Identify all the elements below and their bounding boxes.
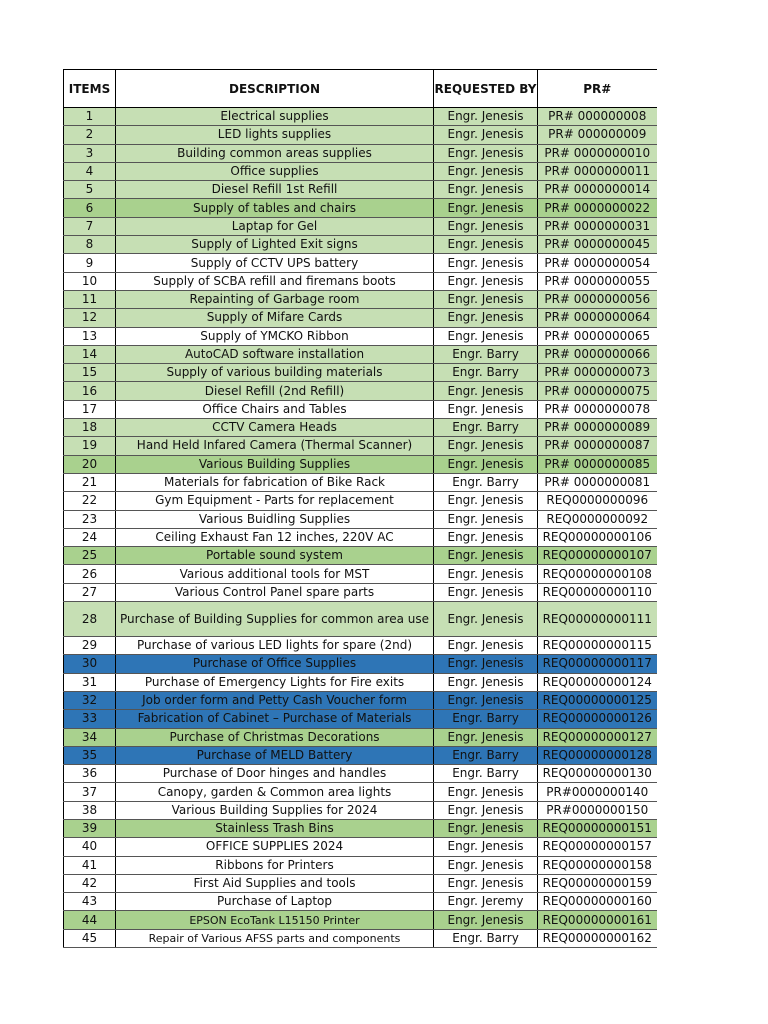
requested-by-cell[interactable]: Engr. Barry: [434, 929, 538, 947]
item-cell[interactable]: 4: [64, 162, 116, 180]
requested-by-cell[interactable]: Engr. Barry: [434, 710, 538, 728]
item-cell[interactable]: 42: [64, 874, 116, 892]
table-row: [64, 162, 657, 180]
table-row: [64, 602, 657, 637]
pr-number-cell[interactable]: PR# 0000000089: [538, 419, 657, 437]
description-cell[interactable]: Purchase of Office Supplies: [116, 655, 434, 673]
description-cell[interactable]: Building common areas supplies: [116, 144, 434, 162]
table-row: [64, 565, 657, 583]
item-cell[interactable]: 22: [64, 492, 116, 510]
requested-by-cell[interactable]: Engr. Jenesis: [434, 108, 538, 126]
requested-by-cell[interactable]: Engr. Jenesis: [434, 856, 538, 874]
item-cell[interactable]: 21: [64, 473, 116, 491]
table-row: [64, 819, 657, 837]
table-row: [64, 400, 657, 418]
requested-by-cell[interactable]: Engr. Jenesis: [434, 382, 538, 400]
description-cell[interactable]: Various additional tools for MST: [116, 565, 434, 583]
table-row: [64, 236, 657, 254]
requested-by-cell[interactable]: Engr. Jenesis: [434, 327, 538, 345]
table-row: [64, 673, 657, 691]
item-cell[interactable]: 17: [64, 400, 116, 418]
table-row: [64, 254, 657, 272]
pr-number-cell[interactable]: PR# 0000000011: [538, 162, 657, 180]
pr-number-cell[interactable]: REQ00000000125: [538, 691, 657, 709]
item-cell[interactable]: 29: [64, 637, 116, 655]
table-row: [64, 893, 657, 911]
pr-number-cell[interactable]: PR#0000000150: [538, 801, 657, 819]
table-row: [64, 765, 657, 783]
table-row: [64, 382, 657, 400]
table-row: [64, 783, 657, 801]
pr-number-cell[interactable]: REQ0000000096: [538, 492, 657, 510]
requested-by-cell[interactable]: Engr. Jenesis: [434, 911, 538, 929]
requested-by-cell[interactable]: Engr. Jenesis: [434, 162, 538, 180]
item-cell[interactable]: 5: [64, 181, 116, 199]
pr-number-cell[interactable]: REQ00000000111: [538, 602, 657, 637]
table-row: [64, 583, 657, 601]
pr-number-cell[interactable]: REQ00000000158: [538, 856, 657, 874]
table-row: [64, 199, 657, 217]
table-row: [64, 911, 657, 929]
requested-by-cell[interactable]: Engr. Jenesis: [434, 691, 538, 709]
description-cell[interactable]: Supply of Mifare Cards: [116, 309, 434, 327]
pr-number-cell[interactable]: PR# 0000000078: [538, 400, 657, 418]
description-cell[interactable]: Supply of Lighted Exit signs: [116, 236, 434, 254]
table-row: [64, 874, 657, 892]
item-cell[interactable]: 34: [64, 728, 116, 746]
requested-by-cell[interactable]: Engr. Jenesis: [434, 838, 538, 856]
requested-by-cell[interactable]: Engr. Barry: [434, 765, 538, 783]
pr-number-cell[interactable]: PR# 0000000065: [538, 327, 657, 345]
table-row: [64, 455, 657, 473]
item-cell[interactable]: 32: [64, 691, 116, 709]
pr-number-cell[interactable]: REQ00000000106: [538, 528, 657, 546]
description-cell[interactable]: Diesel Refill 1st Refill: [116, 181, 434, 199]
description-cell[interactable]: Ribbons for Printers: [116, 856, 434, 874]
requested-by-cell[interactable]: Engr. Jenesis: [434, 728, 538, 746]
item-cell[interactable]: 31: [64, 673, 116, 691]
pr-number-cell[interactable]: PR# 000000009: [538, 126, 657, 144]
description-cell[interactable]: Various Control Panel spare parts: [116, 583, 434, 601]
requested-by-cell[interactable]: Engr. Jenesis: [434, 400, 538, 418]
item-cell[interactable]: 28: [64, 602, 116, 637]
pr-number-cell[interactable]: REQ00000000107: [538, 547, 657, 565]
item-cell[interactable]: 45: [64, 929, 116, 947]
requested-by-cell[interactable]: Engr. Jenesis: [434, 236, 538, 254]
pr-number-cell[interactable]: PR# 0000000085: [538, 455, 657, 473]
item-cell[interactable]: 43: [64, 893, 116, 911]
requested-by-cell[interactable]: Engr. Jenesis: [434, 547, 538, 565]
description-cell[interactable]: Fabrication of Cabinet – Purchase of Materials: [116, 710, 434, 728]
item-cell[interactable]: 30: [64, 655, 116, 673]
item-cell[interactable]: 11: [64, 290, 116, 308]
pr-number-cell[interactable]: REQ0000000092: [538, 510, 657, 528]
pr-number-cell[interactable]: REQ00000000128: [538, 746, 657, 764]
pr-number-cell[interactable]: REQ00000000124: [538, 673, 657, 691]
description-cell[interactable]: Repair of Various AFSS parts and components: [116, 929, 434, 947]
requested-by-cell[interactable]: Engr. Jenesis: [434, 583, 538, 601]
item-cell[interactable]: 44: [64, 911, 116, 929]
description-cell[interactable]: Ceiling Exhaust Fan 12 inches, 220V AC: [116, 528, 434, 546]
requested-by-cell[interactable]: Engr. Jenesis: [434, 144, 538, 162]
description-cell[interactable]: Canopy, garden & Common area lights: [116, 783, 434, 801]
pr-number-cell[interactable]: PR# 0000000055: [538, 272, 657, 290]
requested-by-cell[interactable]: Engr. Jenesis: [434, 254, 538, 272]
description-cell[interactable]: Purchase of Building Supplies for common area use: [116, 602, 434, 637]
requested-by-cell[interactable]: Engr. Barry: [434, 419, 538, 437]
item-cell[interactable]: 18: [64, 419, 116, 437]
description-cell[interactable]: Purchase of MELD Battery: [116, 746, 434, 764]
item-cell[interactable]: 39: [64, 819, 116, 837]
item-cell[interactable]: 24: [64, 528, 116, 546]
requested-by-cell[interactable]: Engr. Jenesis: [434, 199, 538, 217]
description-cell[interactable]: Purchase of Emergency Lights for Fire exits: [116, 673, 434, 691]
header-items[interactable]: ITEMS: [64, 70, 116, 108]
description-cell[interactable]: OFFICE SUPPLIES 2024: [116, 838, 434, 856]
description-cell[interactable]: Supply of CCTV UPS battery: [116, 254, 434, 272]
pr-number-cell[interactable]: REQ00000000151: [538, 819, 657, 837]
item-cell[interactable]: 20: [64, 455, 116, 473]
table-row: [64, 655, 657, 673]
requested-by-cell[interactable]: Engr. Jenesis: [434, 437, 538, 455]
table-row: [64, 364, 657, 382]
requested-by-cell[interactable]: Engr. Jenesis: [434, 309, 538, 327]
table-row: [64, 290, 657, 308]
pr-number-cell[interactable]: PR# 0000000066: [538, 345, 657, 363]
item-cell[interactable]: 9: [64, 254, 116, 272]
description-cell[interactable]: Materials for fabrication of Bike Rack: [116, 473, 434, 491]
description-cell[interactable]: Office supplies: [116, 162, 434, 180]
pr-number-cell[interactable]: REQ00000000161: [538, 911, 657, 929]
requested-by-cell[interactable]: Engr. Jenesis: [434, 637, 538, 655]
pr-number-cell[interactable]: PR# 0000000073: [538, 364, 657, 382]
description-cell[interactable]: AutoCAD software installation: [116, 345, 434, 363]
pr-number-cell[interactable]: PR# 0000000075: [538, 382, 657, 400]
description-cell[interactable]: Supply of various building materials: [116, 364, 434, 382]
description-cell[interactable]: Office Chairs and Tables: [116, 400, 434, 418]
item-cell[interactable]: 8: [64, 236, 116, 254]
item-cell[interactable]: 33: [64, 710, 116, 728]
table-row: [64, 327, 657, 345]
header-row: [64, 70, 657, 108]
table-row: [64, 126, 657, 144]
pr-number-cell[interactable]: REQ00000000162: [538, 929, 657, 947]
item-cell[interactable]: 14: [64, 345, 116, 363]
pr-number-cell[interactable]: REQ00000000110: [538, 583, 657, 601]
pr-number-cell[interactable]: PR# 0000000087: [538, 437, 657, 455]
table-row: [64, 801, 657, 819]
table-row: [64, 528, 657, 546]
item-cell[interactable]: 37: [64, 783, 116, 801]
requested-by-cell[interactable]: Engr. Jenesis: [434, 819, 538, 837]
table-row: [64, 419, 657, 437]
requested-by-cell[interactable]: Engr. Jeremy: [434, 893, 538, 911]
requested-by-cell[interactable]: Engr. Jenesis: [434, 602, 538, 637]
pr-number-cell[interactable]: PR# 0000000010: [538, 144, 657, 162]
description-cell[interactable]: Portable sound system: [116, 547, 434, 565]
spreadsheet: [63, 69, 656, 948]
item-cell[interactable]: 15: [64, 364, 116, 382]
table-row: [64, 108, 657, 126]
description-cell[interactable]: Repainting of Garbage room: [116, 290, 434, 308]
table-row: [64, 492, 657, 510]
pr-number-cell[interactable]: REQ00000000117: [538, 655, 657, 673]
table-row: [64, 309, 657, 327]
description-cell[interactable]: Various Building Supplies: [116, 455, 434, 473]
table-row: [64, 856, 657, 874]
table-body: [64, 108, 657, 948]
requested-by-cell[interactable]: Engr. Barry: [434, 473, 538, 491]
description-cell[interactable]: Diesel Refill (2nd Refill): [116, 382, 434, 400]
description-cell[interactable]: Supply of SCBA refill and firemans boots: [116, 272, 434, 290]
pr-number-cell[interactable]: REQ00000000159: [538, 874, 657, 892]
requested-by-cell[interactable]: Engr. Jenesis: [434, 290, 538, 308]
pr-number-cell[interactable]: REQ00000000127: [538, 728, 657, 746]
table-row: [64, 217, 657, 235]
table-row: [64, 181, 657, 199]
table-row: [64, 838, 657, 856]
item-cell[interactable]: 38: [64, 801, 116, 819]
header-requested-by[interactable]: REQUESTED BY: [434, 70, 538, 108]
pr-number-cell[interactable]: REQ00000000130: [538, 765, 657, 783]
description-cell[interactable]: Laptap for Gel: [116, 217, 434, 235]
description-cell[interactable]: Gym Equipment - Parts for replacement: [116, 492, 434, 510]
pr-number-cell[interactable]: REQ00000000126: [538, 710, 657, 728]
requested-by-cell[interactable]: Engr. Jenesis: [434, 528, 538, 546]
requested-by-cell[interactable]: Engr. Jenesis: [434, 272, 538, 290]
item-cell[interactable]: 12: [64, 309, 116, 327]
item-cell[interactable]: 26: [64, 565, 116, 583]
item-cell[interactable]: 6: [64, 199, 116, 217]
table-row: [64, 728, 657, 746]
requested-by-cell[interactable]: Engr. Barry: [434, 746, 538, 764]
item-cell[interactable]: 19: [64, 437, 116, 455]
pr-number-cell[interactable]: REQ00000000160: [538, 893, 657, 911]
requested-by-cell[interactable]: Engr. Barry: [434, 364, 538, 382]
requested-by-cell[interactable]: Engr. Jenesis: [434, 655, 538, 673]
item-cell[interactable]: 2: [64, 126, 116, 144]
requested-by-cell[interactable]: Engr. Jenesis: [434, 492, 538, 510]
item-cell[interactable]: 10: [64, 272, 116, 290]
header-pr[interactable]: PR#: [538, 70, 657, 108]
description-cell[interactable]: Purchase of Laptop: [116, 893, 434, 911]
pr-number-cell[interactable]: PR# 0000000064: [538, 309, 657, 327]
description-cell[interactable]: Job order form and Petty Cash Voucher form: [116, 691, 434, 709]
requested-by-cell[interactable]: Engr. Jenesis: [434, 126, 538, 144]
table-row: [64, 473, 657, 491]
table-row: [64, 437, 657, 455]
description-cell[interactable]: Various Buidling Supplies: [116, 510, 434, 528]
pr-number-cell[interactable]: PR# 0000000045: [538, 236, 657, 254]
description-cell[interactable]: First Aid Supplies and tools: [116, 874, 434, 892]
table-row: [64, 691, 657, 709]
pr-number-cell[interactable]: PR# 0000000054: [538, 254, 657, 272]
table-row: [64, 746, 657, 764]
item-cell[interactable]: 25: [64, 547, 116, 565]
item-cell[interactable]: 41: [64, 856, 116, 874]
pr-number-cell[interactable]: PR# 0000000014: [538, 181, 657, 199]
requested-by-cell[interactable]: Engr. Jenesis: [434, 510, 538, 528]
pr-number-cell[interactable]: PR# 0000000081: [538, 473, 657, 491]
pr-number-cell[interactable]: PR# 0000000031: [538, 217, 657, 235]
table-row: [64, 547, 657, 565]
item-cell[interactable]: 3: [64, 144, 116, 162]
purchase-request-table: [63, 69, 657, 948]
pr-number-cell[interactable]: PR# 0000000056: [538, 290, 657, 308]
pr-number-cell[interactable]: REQ00000000115: [538, 637, 657, 655]
item-cell[interactable]: 16: [64, 382, 116, 400]
table-row: [64, 637, 657, 655]
description-cell[interactable]: CCTV Camera Heads: [116, 419, 434, 437]
description-cell[interactable]: Various Building Supplies for 2024: [116, 801, 434, 819]
table-row: [64, 510, 657, 528]
item-cell[interactable]: 36: [64, 765, 116, 783]
item-cell[interactable]: 40: [64, 838, 116, 856]
table-row: [64, 710, 657, 728]
description-cell[interactable]: Purchase of Christmas Decorations: [116, 728, 434, 746]
description-cell[interactable]: Purchase of Door hinges and handles: [116, 765, 434, 783]
requested-by-cell[interactable]: Engr. Jenesis: [434, 181, 538, 199]
pr-number-cell[interactable]: PR# 000000008: [538, 108, 657, 126]
item-cell[interactable]: 23: [64, 510, 116, 528]
item-cell[interactable]: 7: [64, 217, 116, 235]
requested-by-cell[interactable]: Engr. Jenesis: [434, 874, 538, 892]
requested-by-cell[interactable]: Engr. Jenesis: [434, 217, 538, 235]
description-cell[interactable]: Electrical supplies: [116, 108, 434, 126]
item-cell[interactable]: 27: [64, 583, 116, 601]
table-row: [64, 345, 657, 363]
description-cell[interactable]: Supply of tables and chairs: [116, 199, 434, 217]
pr-number-cell[interactable]: PR#0000000140: [538, 783, 657, 801]
header-description[interactable]: DESCRIPTION: [116, 70, 434, 108]
requested-by-cell[interactable]: Engr. Jenesis: [434, 673, 538, 691]
pr-number-cell[interactable]: PR# 0000000022: [538, 199, 657, 217]
table-row: [64, 144, 657, 162]
requested-by-cell[interactable]: Engr. Jenesis: [434, 783, 538, 801]
table-row: [64, 929, 657, 947]
item-cell[interactable]: 35: [64, 746, 116, 764]
pr-number-cell[interactable]: REQ00000000108: [538, 565, 657, 583]
description-cell[interactable]: Supply of YMCKO Ribbon: [116, 327, 434, 345]
description-cell[interactable]: Hand Held Infared Camera (Thermal Scanner): [116, 437, 434, 455]
item-cell[interactable]: 13: [64, 327, 116, 345]
description-cell[interactable]: Stainless Trash Bins: [116, 819, 434, 837]
pr-number-cell[interactable]: REQ00000000157: [538, 838, 657, 856]
requested-by-cell[interactable]: Engr. Jenesis: [434, 565, 538, 583]
requested-by-cell[interactable]: Engr. Jenesis: [434, 455, 538, 473]
description-cell[interactable]: LED lights supplies: [116, 126, 434, 144]
requested-by-cell[interactable]: Engr. Barry: [434, 345, 538, 363]
item-cell[interactable]: 1: [64, 108, 116, 126]
description-cell[interactable]: EPSON EcoTank L15150 Printer: [116, 911, 434, 929]
table-row: [64, 272, 657, 290]
requested-by-cell[interactable]: Engr. Jenesis: [434, 801, 538, 819]
description-cell[interactable]: Purchase of various LED lights for spare (2nd): [116, 637, 434, 655]
